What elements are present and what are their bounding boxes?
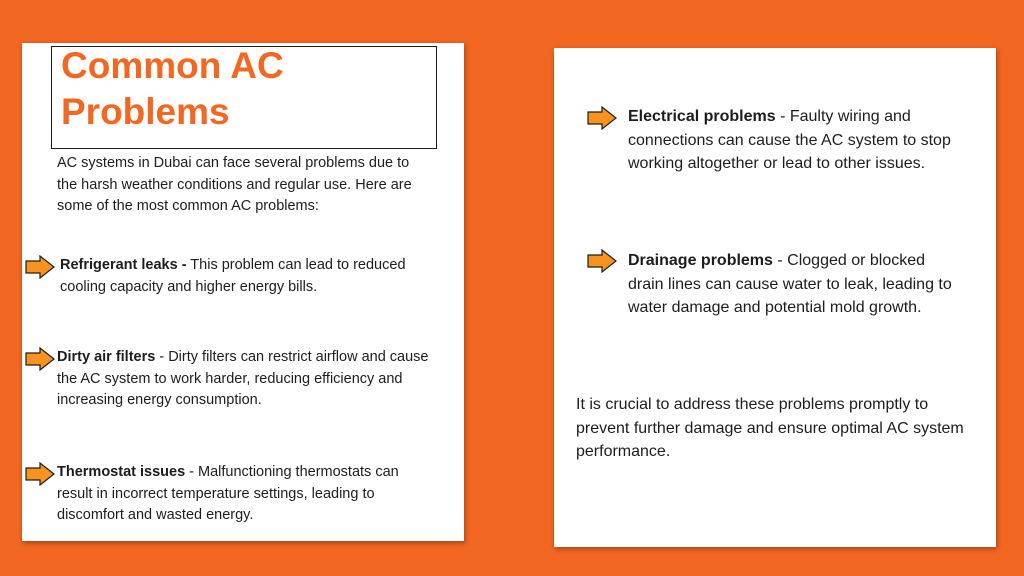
right-card bbox=[554, 48, 996, 547]
problem-item-thermostat bbox=[25, 462, 435, 527]
problem-item-desc: - Clogged or blocked drain lines can cause water to leak, leading to water damage and potential mold growth. bbox=[628, 252, 952, 316]
left-card bbox=[22, 43, 464, 541]
problem-item-text bbox=[60, 255, 435, 298]
closing-text: It is crucial to address these problems promptly to prevent further damage and ensure optimal AC system performance. bbox=[576, 396, 964, 460]
problem-item-refrigerant bbox=[25, 255, 435, 298]
problem-item-label: Electrical problems bbox=[628, 108, 776, 125]
arrow-right-icon bbox=[587, 249, 617, 273]
problem-item-text bbox=[57, 347, 435, 412]
arrow-right-icon bbox=[25, 462, 55, 486]
arrow-right-icon bbox=[25, 255, 55, 279]
problem-item-desc: - Malfunctioning thermostats can result in incorrect temperature settings, leading to discomfort and wasted energy. bbox=[57, 464, 399, 523]
problem-item-electrical bbox=[587, 105, 957, 176]
page-title: Common AC Problems bbox=[61, 46, 284, 132]
arrow-right-icon bbox=[25, 347, 55, 371]
problem-item-label: Thermostat issues bbox=[57, 464, 186, 480]
problem-item-air-filters bbox=[25, 347, 435, 412]
problem-item-label: Dirty air filters bbox=[57, 349, 156, 365]
intro-text: AC systems in Dubai can face several problems due to the harsh weather conditions and regular use. Here are some of the most common AC problems: bbox=[57, 155, 412, 214]
problem-item-drainage bbox=[587, 249, 957, 320]
title-box bbox=[51, 46, 437, 149]
problem-item-text bbox=[628, 105, 957, 176]
problem-item-text bbox=[57, 462, 435, 527]
arrow-right-icon bbox=[587, 106, 617, 130]
problem-item-text bbox=[628, 249, 957, 320]
problem-item-label: Drainage problems bbox=[628, 252, 773, 269]
problem-item-desc: - Faulty wiring and connections can cause the AC system to stop working altogether or lead to other issues. bbox=[628, 108, 951, 172]
problem-item-desc: This problem can lead to reduced cooling capacity and higher energy bills. bbox=[60, 257, 406, 295]
problem-item-desc: - Dirty filters can restrict airflow and cause the AC system to work harder, reducing efficiency and increasing energy consumption. bbox=[57, 349, 429, 408]
problem-item-label: Refrigerant leaks - bbox=[60, 257, 187, 273]
